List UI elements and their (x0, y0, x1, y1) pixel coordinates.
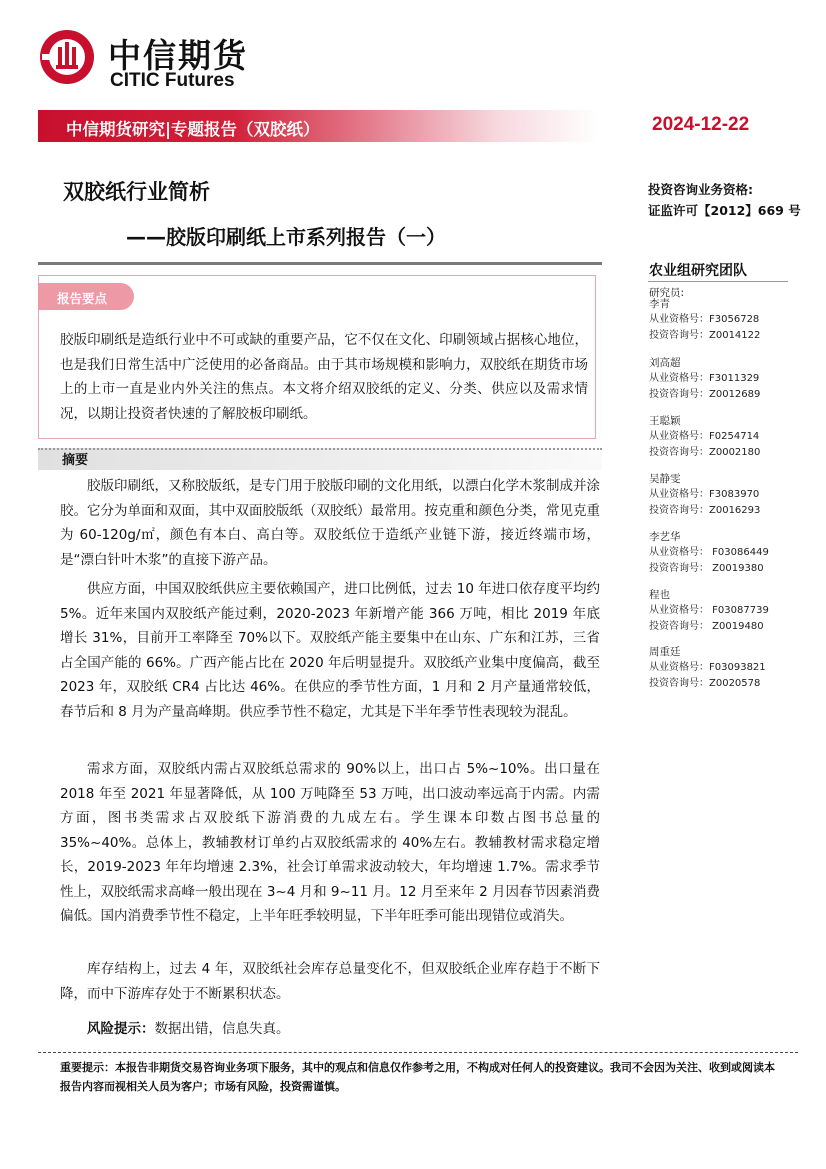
analyst-consult-id: 投资咨询号：Z0002180 (649, 447, 761, 458)
report-date: 2024-12-22 (652, 114, 750, 135)
abstract-paragraph: 胶版印刷纸，又称胶版纸，是专门用于胶版印刷的文化用纸，以漂白化学木浆制成并涂胶。它分为单面和双面，其中双面胶版纸（双胶纸）最常用。按克重和颜色分类，常见克重为 60-120g/㎡，颜色有本白、高白等。双胶纸位于造纸产业链下游，接近终端市场，是“漂白针叶木浆”的直接下游产品。 (60, 478, 600, 568)
page-subtitle: ——胶版印刷纸上市系列报告（一） (126, 225, 446, 249)
analyst-consult-id: 投资咨询号：Z0012689 (649, 389, 761, 400)
report-type-label: 中信期货研究|专题报告（双胶纸） (66, 120, 320, 139)
analyst-entry (649, 355, 819, 403)
team-title: 农业组研究团队 (649, 263, 747, 279)
analyst-name: 李艺华 (649, 531, 681, 543)
analyst-name: 王聪颖 (649, 415, 681, 427)
brand-name-cn: 中信期货 (108, 36, 248, 75)
analyst-entry (649, 529, 819, 577)
analyst-name: 刘高超 (649, 357, 681, 369)
analyst-consult-id: 投资咨询号：Z0016293 (649, 505, 761, 516)
page-title: 双胶纸行业简析 (63, 180, 210, 204)
abstract-paragraph: 供应方面，中国双胶纸供应主要依赖国产，进口比例低，过去 10 年进口依存度平均约 5%。近年来国内双胶纸产能过剩，2020-2023 年新增产能 366 万吨，相比 2019 年底增长 31%，目前开工率降至 70%以下。双胶纸产能主要集中在山东、广东和江苏，三省占全国产能的 66%。广西产能占比在 2020 年后明显提升。双胶纸产业集中度偏高，截至 2023 年，双胶纸 CR4 占比达 46%。在供应的季节性方面，1 月和 2 月产量通常较低，春节后和 8 月为产量高峰期。供应季节性不稳定，尤其是下半年季节性表现较为混乱。 (60, 581, 600, 720)
analyst-license: 从业资格号：F3056728 (649, 314, 760, 325)
analyst-license: 从业资格号：F3011329 (649, 373, 760, 384)
analyst-entry (649, 471, 819, 519)
disclaimer-divider (38, 1052, 798, 1053)
citic-logo-icon (38, 28, 96, 86)
analyst-name: 周重廷 (649, 646, 681, 658)
risk-notice (87, 1017, 290, 1037)
brand-name-en: CITIC Futures (110, 70, 235, 91)
risk-label: 风险提示： (87, 1021, 155, 1037)
analyst-consult-id: 投资咨询号：Z0020578 (649, 678, 761, 689)
analyst-name: 吴静雯 (649, 473, 681, 485)
qualification-line-2: 证监许可【2012】669 号 (648, 203, 801, 218)
analyst-entry (649, 587, 819, 635)
disclaimer-text: 重要提示：本报告非期货交易咨询业务项下服务，其中的观点和信息仅作参考之用，不构成对任何人的投资建议。我司不会因为关注、收到或阅读本报告内容而视相关人员为客户；市场有风险，投资需谨慎。 (60, 1061, 775, 1093)
key-points-text: 胶版印刷纸是造纸行业中不可或缺的重要产品，它不仅在文化、印刷领域占据核心地位，也是我们日常生活中广泛使用的必备商品。由于其市场规模和影响力，双胶纸在期货市场上的上市一直是业内外关注的焦点。本文将介绍双胶纸的定义、分类、供应以及需求情况，以期让投资者快速的了解胶板印刷纸。 (60, 332, 588, 422)
analyst-license: 从业资格号：F03093821 (649, 662, 766, 673)
analyst-consult-id: 投资咨询号： Z0019380 (649, 563, 764, 574)
key-points-label: 报告要点 (57, 291, 108, 306)
analyst-license: 从业资格号： F03087739 (649, 605, 769, 616)
analyst-entry (649, 644, 819, 692)
risk-text: 数据出错，信息失真。 (154, 1021, 290, 1037)
abstract-label: 摘要 (62, 453, 89, 468)
abstract-header-bar (38, 448, 602, 470)
abstract-paragraph: 需求方面，双胶纸内需占双胶纸总需求的 90%以上，出口占 5%~10%。出口量在 2018 年至 2021 年显著降低，从 100 万吨降至 53 万吨，出口波动率远高于内需。内需方面，图书类需求占双胶纸下游消费的九成左右。学生课本印数占图书总量的 35%~40%。总体上，教辅教材订单约占双胶纸需求的 40%左右。教辅教材需求稳定增长，2019-2023 年年均增速 2.3%，社会订单需求波动较大，年均增速 1.7%。需求季节性上，双胶纸需求高峰一般出现在 3~4 月和 9~11 月。12 月至来年 2 月因春节因素消费偏低。国内消费季节性不稳定，上半年旺季较明显，下半年旺季可能出现错位或消失。 (60, 761, 600, 924)
qualification-line-1: 投资咨询业务资格: (648, 182, 753, 197)
analyst-entry (649, 413, 819, 461)
analyst-name: 程也 (649, 589, 670, 601)
researcher-label: 研究员: (649, 287, 685, 299)
abstract-paragraph: 库存结构上，过去 4 年，双胶纸社会库存总量变化不，但双胶纸企业库存趋于不断下降，而中下游库存处于不断累积状态。 (60, 961, 600, 1002)
analyst-license: 从业资格号：F3083970 (649, 489, 760, 500)
analyst-consult-id: 投资咨询号：Z0014122 (649, 330, 761, 341)
title-divider (38, 262, 602, 265)
analyst-license: 从业资格号：F0254714 (649, 431, 760, 442)
team-divider (648, 281, 788, 282)
analyst-name: 李青 (649, 298, 670, 310)
analyst-license: 从业资格号： F03086449 (649, 547, 769, 558)
analyst-entry (649, 296, 819, 344)
analyst-consult-id: 投资咨询号： Z0019480 (649, 621, 764, 632)
